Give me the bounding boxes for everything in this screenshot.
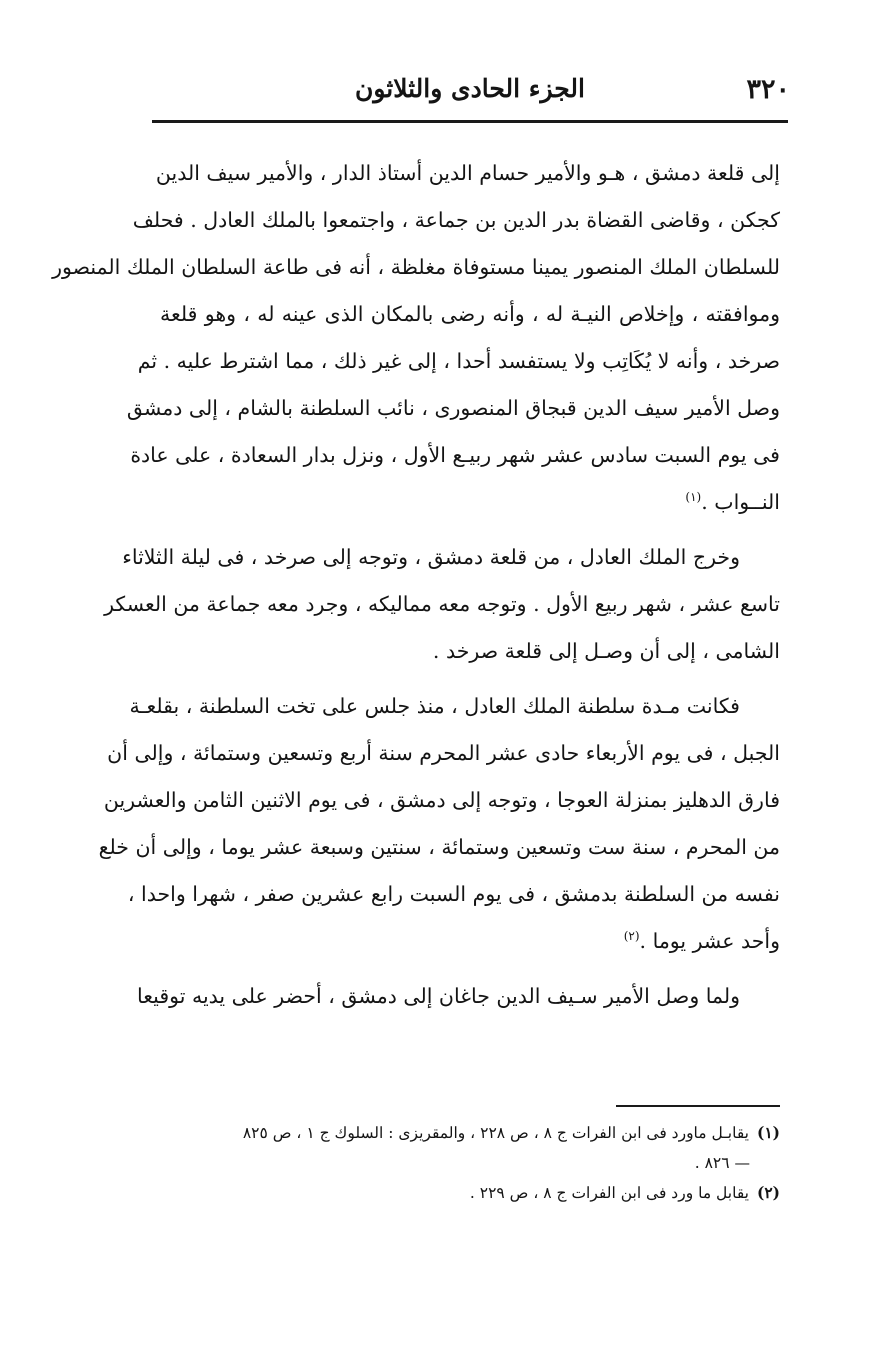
running-header [150, 70, 790, 114]
text-line: تاسع عشر ، شهر ربيع الأول . وتوجه معه مماليكه ، وجرد معه جماعة من العسكر [104, 592, 780, 616]
text-line: فى يوم السبت سادس عشر شهر ربيـع الأول ، ونزل بدار السعادة ، على عادة [130, 443, 780, 467]
text-line: وموافقته ، وإخلاص النيـة له ، وأنه رضى بالمكان الذى عينه له ، وهو قلعة [160, 302, 780, 326]
text-line [160, 918, 780, 965]
footnote-1 [150, 1118, 780, 1148]
text-line: فكانت مـدة سلطنة الملك العادل ، منذ جلس على تخت السلطنة ، بقلعـة [129, 694, 740, 718]
paragraph-3 [98, 683, 780, 965]
paragraph-2 [104, 534, 780, 675]
page-number: ٣٢٠ [746, 74, 790, 105]
footnote-number: (١) [756, 1123, 780, 1142]
line-text: النــواب . [701, 490, 780, 514]
text-line: الجبل ، فى يوم الأربعاء حادى عشر المحرم سنة أربع وتسعين وستمائة ، وإلى أن [107, 741, 780, 765]
text-line: من المحرم ، سنة ست وتسعين وستمائة ، سنتين وسبعة عشر يوما ، وإلى أن خلع [98, 835, 780, 859]
footnote-ref-1: (١) [685, 490, 702, 505]
running-title: الجزء الحادى والثلاثون [354, 74, 585, 103]
footnote-text: يقابل ما ورد فى ابن الفرات ج ٨ ، ص ٢٢٩ . [469, 1184, 749, 1202]
footnote-text: يقابـل ماورد فى ابن الفرات ج ٨ ، ص ٢٢٨ ، والمقريزى : السلوك ج ١ ، ص ٨٢٥ [242, 1124, 749, 1142]
text-line: وصل الأمير سيف الدين قبجاق المنصورى ، نائب السلطنة بالشام ، إلى دمشق [126, 396, 780, 420]
text-line: ولما وصل الأمير سـيف الدين جاغان إلى دمشق ، أحضر على يديه توقيعا [137, 984, 740, 1008]
footnote-rule [616, 1105, 780, 1107]
footnotes [150, 1118, 780, 1208]
paragraph-4 [137, 973, 780, 1020]
header-rule [152, 120, 788, 123]
text-line: وخرج الملك العادل ، من قلعة دمشق ، وتوجه إلى صرخد ، فى ليلة الثلاثاء [122, 545, 740, 569]
footnote-number: (٢) [756, 1183, 780, 1202]
text-line [160, 479, 780, 526]
footnote-2 [150, 1178, 780, 1208]
footnote-ref-2: (٢) [623, 929, 640, 944]
text-line: إلى قلعة دمشق ، هـو والأمير حسام الدين أستاذ الدار ، والأمير سيف الدين [155, 161, 780, 185]
body-text [52, 150, 780, 1028]
text-line: صرخد ، وأنه لا يُكَاتِب ولا يستفسد أحدا ، إلى غير ذلك ، مما اشترط عليه . ثم [137, 349, 780, 373]
footnote-1-continued: — ٨٢٦ . [694, 1154, 750, 1172]
paragraph-1 [52, 150, 780, 526]
text-line: للسلطان الملك المنصور يمينا مستوفاة مغلظة ، أنه فى طاعة السلطان الملك المنصور [52, 255, 780, 279]
text-line: نفسه من السلطنة بدمشق ، فى يوم السبت رابع عشرين صفر ، شهرا واحدا ، [127, 882, 780, 906]
text-line: كجكن ، وقاضى القضاة بدر الدين بن جماعة ، واجتمعوا بالملك العادل . فحلف [132, 208, 780, 232]
text-line: الشامى ، إلى أن وصـل إلى قلعة صرخد . [432, 639, 780, 663]
line-text: وأحد عشر يوما . [639, 929, 780, 953]
text-line: فارق الدهليز بمنزلة العوجا ، وتوجه إلى دمشق ، فى يوم الاثنين الثامن والعشرين [103, 788, 780, 812]
